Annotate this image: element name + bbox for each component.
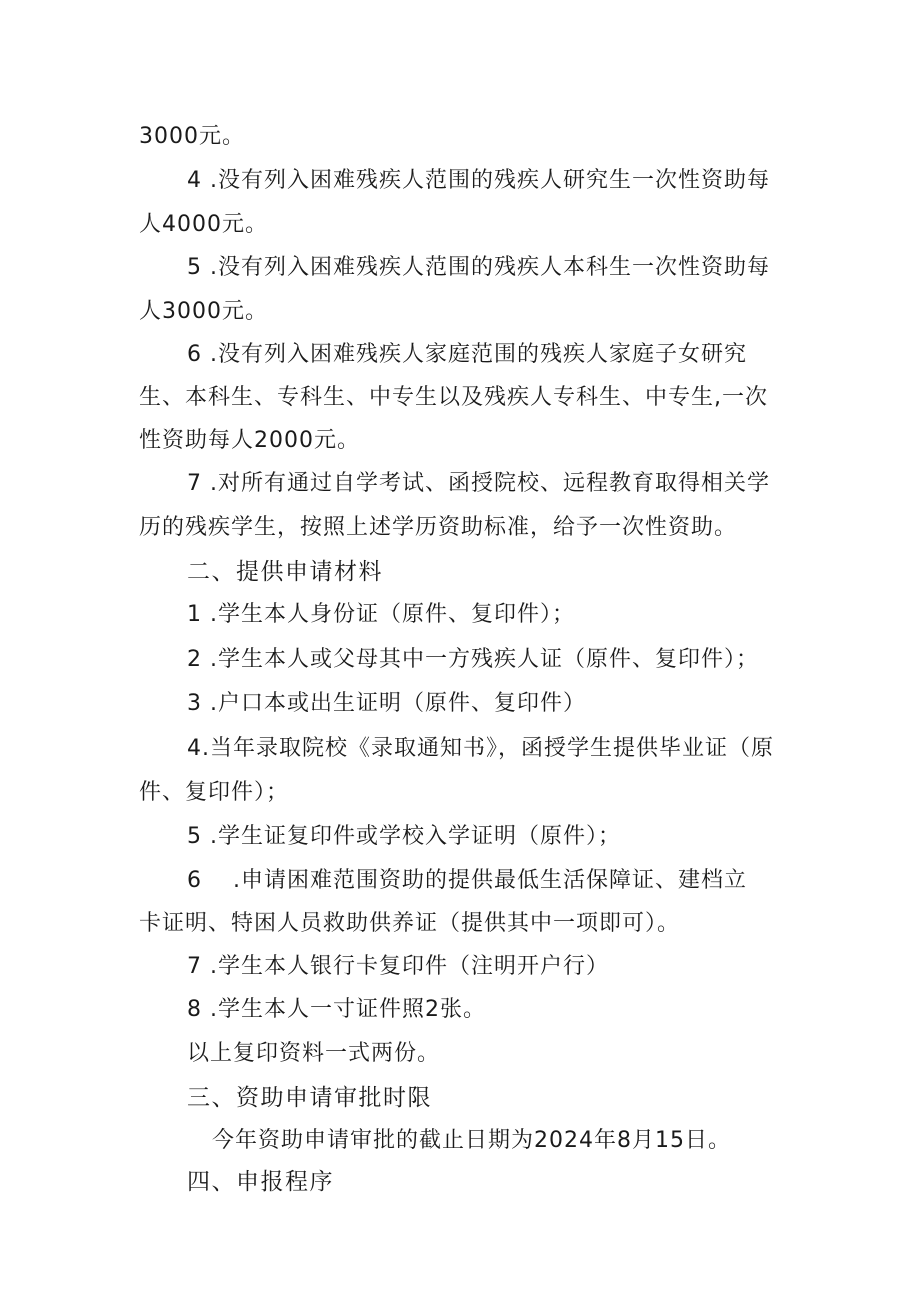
list-item-4: 4.当年录取院校《录取通知书》，函授学生提供毕业证（原 <box>187 736 774 761</box>
paragraph-line-3: 人4000元。 <box>139 212 268 237</box>
paragraph-line-5: 人3000元。 <box>139 299 268 324</box>
paragraph-line-9: 7 .对所有通过自学考试、函授院校、远程教育取得相关学 <box>187 471 770 496</box>
section-heading-2: 二、提供申请材料 <box>187 559 383 585</box>
section-heading-3: 三、资助申请审批时限 <box>187 1085 432 1111</box>
list-item-2: 2 .学生本人或父母其中一方残疾人证（原件、复印件）； <box>187 647 759 672</box>
paragraph-line-4: 5 .没有列入困难残疾人范围的残疾人本科生一次性资助每 <box>187 255 770 280</box>
copies-note: 以上复印资料一式两份。 <box>187 1041 441 1066</box>
list-item-8: 8 .学生本人一寸证件照2张。 <box>187 997 486 1022</box>
paragraph-line-10: 历的残疾学生，按照上述学历资助标准，给予一次性资助。 <box>139 515 738 540</box>
section-heading-4: 四、申报程序 <box>187 1169 334 1195</box>
paragraph-line-8: 性资助每人2000元。 <box>139 428 360 453</box>
list-item-1: 1 .学生本人身份证（原件、复印件）； <box>187 602 575 627</box>
paragraph-line-7: 生、本科生、专科生、中专生以及残疾人专科生、中专生,一次 <box>139 385 768 410</box>
paragraph-line-1: 3000元。 <box>139 124 245 149</box>
list-item-6: 6 .申请困难范围资助的提供最低生活保障证、建档立 <box>187 868 747 893</box>
deadline-text: 今年资助申请审批的截止日期为2024年8月15日。 <box>212 1128 731 1153</box>
list-item-6-continued: 卡证明、特困人员救助供养证（提供其中一项即可）。 <box>139 911 681 936</box>
paragraph-line-6: 6 .没有列入困难残疾人家庭范围的残疾人家庭子女研究 <box>187 342 747 367</box>
paragraph-line-2: 4 .没有列入困难残疾人范围的残疾人研究生一次性资助每 <box>187 168 770 193</box>
list-item-3: 3 .户口本或出生证明（原件、复印件） <box>187 691 586 716</box>
list-item-5: 5 .学生证复印件或学校入学证明（原件）； <box>187 824 621 849</box>
list-item-7: 7 .学生本人银行卡复印件（注明开户行） <box>187 954 609 979</box>
list-item-4-continued: 件、复印件）； <box>139 780 290 805</box>
